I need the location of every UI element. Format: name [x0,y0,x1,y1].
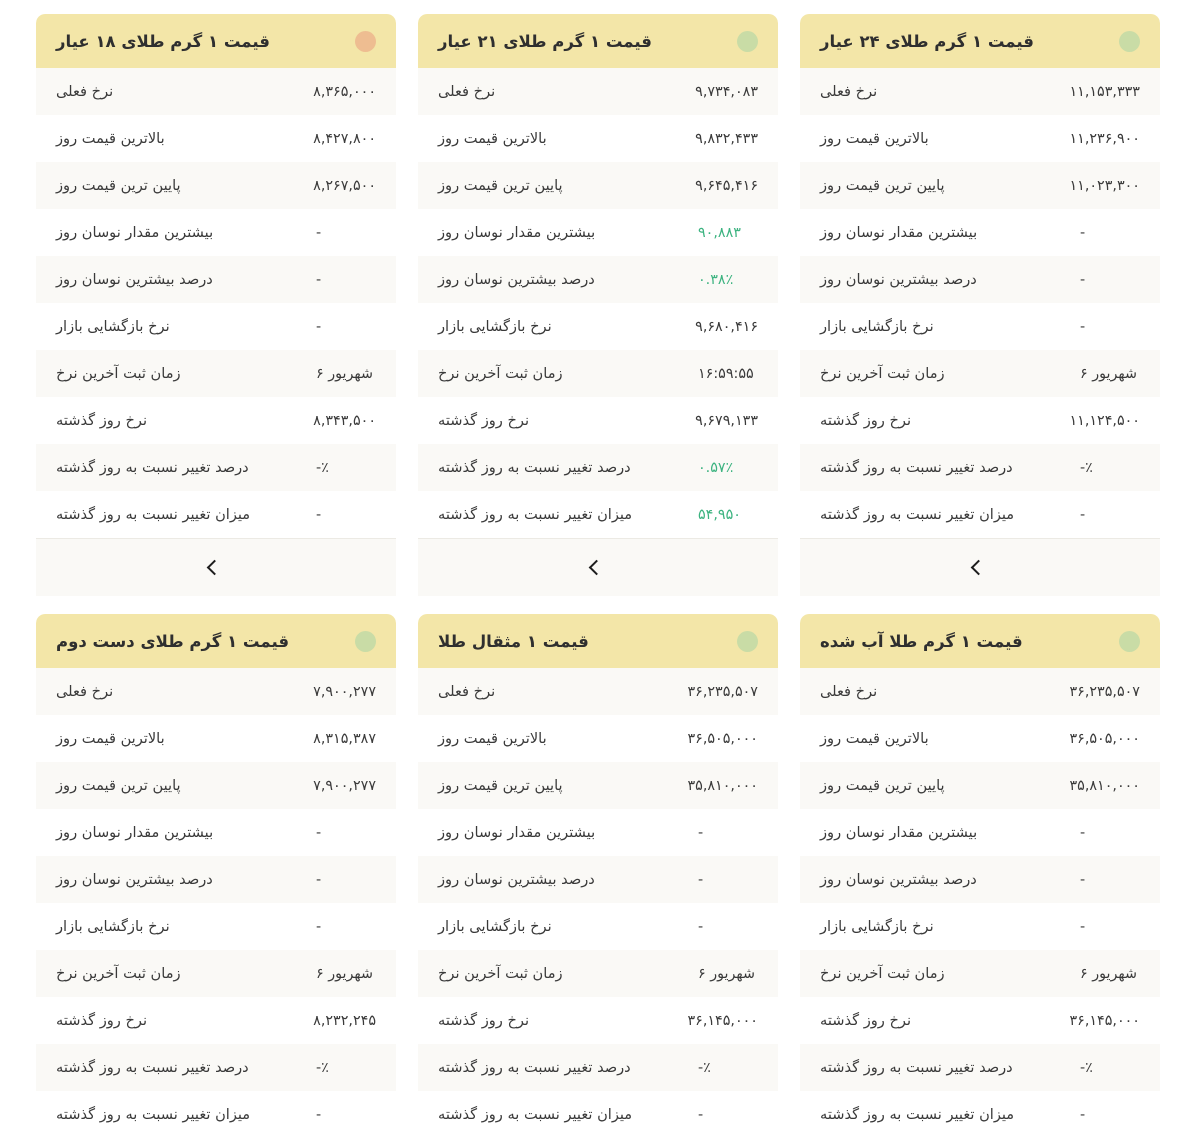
row-value-max_fluctuation: - [698,824,704,841]
row-value-change_pct: -٪ [316,1059,329,1076]
row-label-day_high: بالاترین قیمت روز [438,130,547,147]
card-header-gold-24k [800,14,1160,68]
table-row [418,68,778,115]
row-label-change_amount: میزان تغییر نسبت به روز گذشته [820,506,1015,523]
row-value-change_amount: - [1080,506,1086,523]
price-card-gold-21k [418,14,778,596]
row-label-max_fluctuation_pct: درصد بیشترین نوسان روز [820,271,977,288]
table-row [418,491,778,538]
status-dot-orange [355,31,376,52]
row-label-day_high: بالاترین قیمت روز [56,730,165,747]
row-value-last_update: ۶ شهریور [316,965,373,982]
table-row [800,350,1160,397]
card-rows [418,68,778,538]
row-value-change_amount: - [1080,1106,1086,1123]
row-label-max_fluctuation_pct: درصد بیشترین نوسان روز [820,871,977,888]
row-label-max_fluctuation: بیشترین مقدار نوسان روز [820,224,978,241]
card-rows [800,68,1160,538]
row-label-max_fluctuation: بیشترین مقدار نوسان روز [820,824,978,841]
row-value-max_fluctuation: ۹۰,۸۸۳ [698,224,741,241]
card-title: قیمت ۱ مثقال طلا [438,631,589,651]
table-row [36,303,396,350]
row-value-yesterday_rate: ۳۶,۱۴۵,۰۰۰ [687,1012,758,1029]
row-value-market_open: - [698,918,704,935]
card-header-gold-21k [418,14,778,68]
table-row [800,715,1160,762]
row-label-market_open: نرخ بازگشایی بازار [438,918,552,935]
row-label-current_rate: نرخ فعلی [438,683,496,700]
table-row [36,1091,396,1138]
row-value-change_amount: - [316,506,322,523]
table-row [800,68,1160,115]
row-value-day_low: ۳۵,۸۱۰,۰۰۰ [687,777,758,794]
table-row [800,997,1160,1044]
status-dot-green [1119,31,1140,52]
table-row [36,762,396,809]
table-row [418,762,778,809]
row-label-max_fluctuation_pct: درصد بیشترین نوسان روز [56,271,213,288]
table-row [418,903,778,950]
table-row [800,209,1160,256]
row-value-max_fluctuation_pct: - [1080,271,1086,288]
table-row [36,162,396,209]
row-label-yesterday_rate: نرخ روز گذشته [438,1012,530,1029]
row-label-change_pct: درصد تغییر نسبت به روز گذشته [438,1059,631,1076]
row-label-day_low: پایین ترین قیمت روز [56,177,181,194]
table-row [800,491,1160,538]
table-row [36,997,396,1044]
table-row [418,162,778,209]
row-value-last_update: ۶ شهریور [1080,965,1137,982]
row-label-current_rate: نرخ فعلی [438,83,496,100]
row-label-change_pct: درصد تغییر نسبت به روز گذشته [438,459,631,476]
row-label-yesterday_rate: نرخ روز گذشته [438,412,530,429]
table-row [36,444,396,491]
row-value-max_fluctuation: - [316,824,322,841]
row-value-market_open: - [316,918,322,935]
table-row [418,1044,778,1091]
table-row [418,715,778,762]
price-card-gold-18k [36,14,396,596]
table-row [800,256,1160,303]
row-label-day_high: بالاترین قیمت روز [438,730,547,747]
price-card-gold-24k [800,14,1160,596]
row-label-yesterday_rate: نرخ روز گذشته [56,412,148,429]
row-value-change_amount: ۵۴,۹۵۰ [698,506,741,523]
card-header-gold-melted [800,614,1160,668]
table-row [418,1091,778,1138]
row-label-change_pct: درصد تغییر نسبت به روز گذشته [820,459,1013,476]
row-label-current_rate: نرخ فعلی [820,83,878,100]
table-row [36,668,396,715]
row-value-day_low: ۹,۶۴۵,۴۱۶ [695,177,758,194]
row-value-current_rate: ۸,۳۶۵,۰۰۰ [313,83,376,100]
row-value-change_amount: - [698,1106,704,1123]
row-value-day_low: ۱۱,۰۲۳,۳۰۰ [1069,177,1140,194]
row-value-day_low: ۸,۲۶۷,۵۰۰ [313,177,376,194]
price-card-gold-melted [800,614,1160,1138]
table-row [800,668,1160,715]
table-row [418,809,778,856]
table-row [36,350,396,397]
row-value-max_fluctuation: - [1080,824,1086,841]
table-row [418,303,778,350]
table-row [36,491,396,538]
row-label-max_fluctuation_pct: درصد بیشترین نوسان روز [56,871,213,888]
table-row [800,856,1160,903]
row-label-max_fluctuation_pct: درصد بیشترین نوسان روز [438,271,595,288]
row-value-yesterday_rate: ۱۱,۱۲۴,۵۰۰ [1069,412,1140,429]
row-value-day_high: ۱۱,۲۳۶,۹۰۰ [1069,130,1140,147]
table-row [418,115,778,162]
table-row [36,68,396,115]
table-row [36,715,396,762]
row-value-current_rate: ۷,۹۰۰,۲۷۷ [313,683,376,700]
row-value-day_low: ۳۵,۸۱۰,۰۰۰ [1069,777,1140,794]
table-row [418,350,778,397]
row-label-change_pct: درصد تغییر نسبت به روز گذشته [820,1059,1013,1076]
row-value-current_rate: ۳۶,۲۳۵,۵۰۷ [687,683,758,700]
card-rows [36,668,396,1138]
row-label-market_open: نرخ بازگشایی بازار [56,918,170,935]
table-row [800,397,1160,444]
row-label-change_pct: درصد تغییر نسبت به روز گذشته [56,459,249,476]
row-value-max_fluctuation_pct: - [1080,871,1086,888]
row-label-change_amount: میزان تغییر نسبت به روز گذشته [438,506,633,523]
card-expand-button-gold-24k[interactable] [800,538,1160,596]
row-value-day_high: ۸,۳۱۵,۳۸۷ [313,730,376,747]
row-label-current_rate: نرخ فعلی [56,83,114,100]
card-title: قیمت ۱ گرم طلای ۲۱ عیار [438,31,652,51]
row-label-change_amount: میزان تغییر نسبت به روز گذشته [56,1106,251,1123]
row-value-change_amount: - [316,1106,322,1123]
row-label-day_low: پایین ترین قیمت روز [820,777,945,794]
row-label-market_open: نرخ بازگشایی بازار [820,918,934,935]
card-title: قیمت ۱ گرم طلای ۲۴ عیار [820,31,1034,51]
row-label-last_update: زمان ثبت آخرین نرخ [56,365,181,382]
row-label-market_open: نرخ بازگشایی بازار [56,318,170,335]
table-row [800,903,1160,950]
status-dot-green [355,631,376,652]
row-value-yesterday_rate: ۸,۳۴۳,۵۰۰ [313,412,376,429]
table-row [36,397,396,444]
table-row [800,162,1160,209]
row-label-max_fluctuation: بیشترین مقدار نوسان روز [56,824,214,841]
row-label-day_low: پایین ترین قیمت روز [438,777,563,794]
table-row [800,115,1160,162]
card-rows [418,668,778,1138]
row-label-yesterday_rate: نرخ روز گذشته [820,412,912,429]
row-value-last_update: ۶ شهریور [1080,365,1137,382]
row-label-last_update: زمان ثبت آخرین نرخ [438,965,563,982]
row-value-change_pct: -٪ [1080,459,1093,476]
status-dot-green [737,31,758,52]
row-value-max_fluctuation: - [1080,224,1086,241]
row-label-max_fluctuation: بیشترین مقدار نوسان روز [438,824,596,841]
row-value-yesterday_rate: ۳۶,۱۴۵,۰۰۰ [1069,1012,1140,1029]
table-row [418,668,778,715]
row-label-day_low: پایین ترین قیمت روز [56,777,181,794]
row-value-current_rate: ۳۶,۲۳۵,۵۰۷ [1069,683,1140,700]
row-label-change_amount: میزان تغییر نسبت به روز گذشته [820,1106,1015,1123]
table-row [36,903,396,950]
row-value-day_high: ۳۶,۵۰۵,۰۰۰ [687,730,758,747]
row-value-day_low: ۷,۹۰۰,۲۷۷ [313,777,376,794]
row-value-change_pct: -٪ [1080,1059,1093,1076]
row-label-market_open: نرخ بازگشایی بازار [820,318,934,335]
table-row [418,997,778,1044]
row-value-market_open: - [316,318,322,335]
cards-row-top [36,14,1164,596]
row-label-yesterday_rate: نرخ روز گذشته [820,1012,912,1029]
card-header-gold-mesghal [418,614,778,668]
table-row [418,856,778,903]
row-label-day_high: بالاترین قیمت روز [820,730,929,747]
row-value-change_pct: -٪ [698,1059,711,1076]
table-row [36,115,396,162]
row-value-change_pct: -٪ [316,459,329,476]
row-value-last_update: ۶ شهریور [316,365,373,382]
row-value-day_high: ۳۶,۵۰۵,۰۰۰ [1069,730,1140,747]
chevron-left-icon [971,560,987,576]
row-label-max_fluctuation: بیشترین مقدار نوسان روز [56,224,214,241]
table-row [800,809,1160,856]
card-rows [36,68,396,538]
row-label-day_low: پایین ترین قیمت روز [820,177,945,194]
cards-row-bottom [36,614,1164,1138]
row-label-max_fluctuation: بیشترین مقدار نوسان روز [438,224,596,241]
table-row [36,209,396,256]
row-label-max_fluctuation_pct: درصد بیشترین نوسان روز [438,871,595,888]
row-label-change_pct: درصد تغییر نسبت به روز گذشته [56,1059,249,1076]
row-value-max_fluctuation_pct: - [316,271,322,288]
row-value-yesterday_rate: ۸,۲۳۲,۲۴۵ [313,1012,376,1029]
row-value-market_open: ۹,۶۸۰,۴۱۶ [695,318,758,335]
row-value-max_fluctuation_pct: - [698,871,704,888]
row-value-market_open: - [1080,918,1086,935]
row-value-max_fluctuation_pct: ۰.۳۸٪ [698,271,734,288]
price-card-gold-mesghal [418,614,778,1138]
row-label-change_amount: میزان تغییر نسبت به روز گذشته [438,1106,633,1123]
chevron-left-icon [589,560,605,576]
row-label-change_amount: میزان تغییر نسبت به روز گذشته [56,506,251,523]
row-value-yesterday_rate: ۹,۶۷۹,۱۳۳ [695,412,758,429]
row-value-day_high: ۸,۴۲۷,۸۰۰ [313,130,376,147]
card-title: قیمت ۱ گرم طلا آب شده [820,631,1023,651]
row-label-current_rate: نرخ فعلی [820,683,878,700]
row-value-change_pct: ۰.۵۷٪ [698,459,734,476]
table-row [36,950,396,997]
status-dot-green [1119,631,1140,652]
card-expand-button-gold-18k[interactable] [36,538,396,596]
row-label-last_update: زمان ثبت آخرین نرخ [56,965,181,982]
card-title: قیمت ۱ گرم طلای ۱۸ عیار [56,31,270,51]
table-row [418,950,778,997]
table-row [36,856,396,903]
table-row [800,1044,1160,1091]
card-header-gold-18k [36,14,396,68]
card-title: قیمت ۱ گرم طلای دست دوم [56,631,289,651]
row-value-current_rate: ۹,۷۳۴,۰۸۳ [695,83,758,100]
card-expand-button-gold-21k[interactable] [418,538,778,596]
table-row [418,256,778,303]
row-label-yesterday_rate: نرخ روز گذشته [56,1012,148,1029]
table-row [36,809,396,856]
row-value-market_open: - [1080,318,1086,335]
table-row [418,397,778,444]
table-row [418,209,778,256]
row-value-last_update: ۱۶:۵۹:۵۵ [698,365,754,382]
table-row [800,950,1160,997]
table-row [418,444,778,491]
price-card-gold-secondhand [36,614,396,1138]
row-value-day_high: ۹,۸۳۲,۴۳۳ [695,130,758,147]
table-row [36,1044,396,1091]
row-label-day_high: بالاترین قیمت روز [56,130,165,147]
table-row [800,444,1160,491]
table-row [800,762,1160,809]
row-label-day_high: بالاترین قیمت روز [820,130,929,147]
row-label-last_update: زمان ثبت آخرین نرخ [438,365,563,382]
row-label-day_low: پایین ترین قیمت روز [438,177,563,194]
row-value-current_rate: ۱۱,۱۵۳,۳۳۳ [1069,83,1140,100]
row-value-max_fluctuation_pct: - [316,871,322,888]
status-dot-green [737,631,758,652]
row-label-last_update: زمان ثبت آخرین نرخ [820,965,945,982]
card-header-gold-secondhand [36,614,396,668]
table-row [800,303,1160,350]
table-row [36,256,396,303]
row-value-last_update: ۶ شهریور [698,965,755,982]
row-label-market_open: نرخ بازگشایی بازار [438,318,552,335]
chevron-left-icon [207,560,223,576]
row-label-current_rate: نرخ فعلی [56,683,114,700]
row-value-max_fluctuation: - [316,224,322,241]
card-rows [800,668,1160,1138]
table-row [800,1091,1160,1138]
row-label-last_update: زمان ثبت آخرین نرخ [820,365,945,382]
